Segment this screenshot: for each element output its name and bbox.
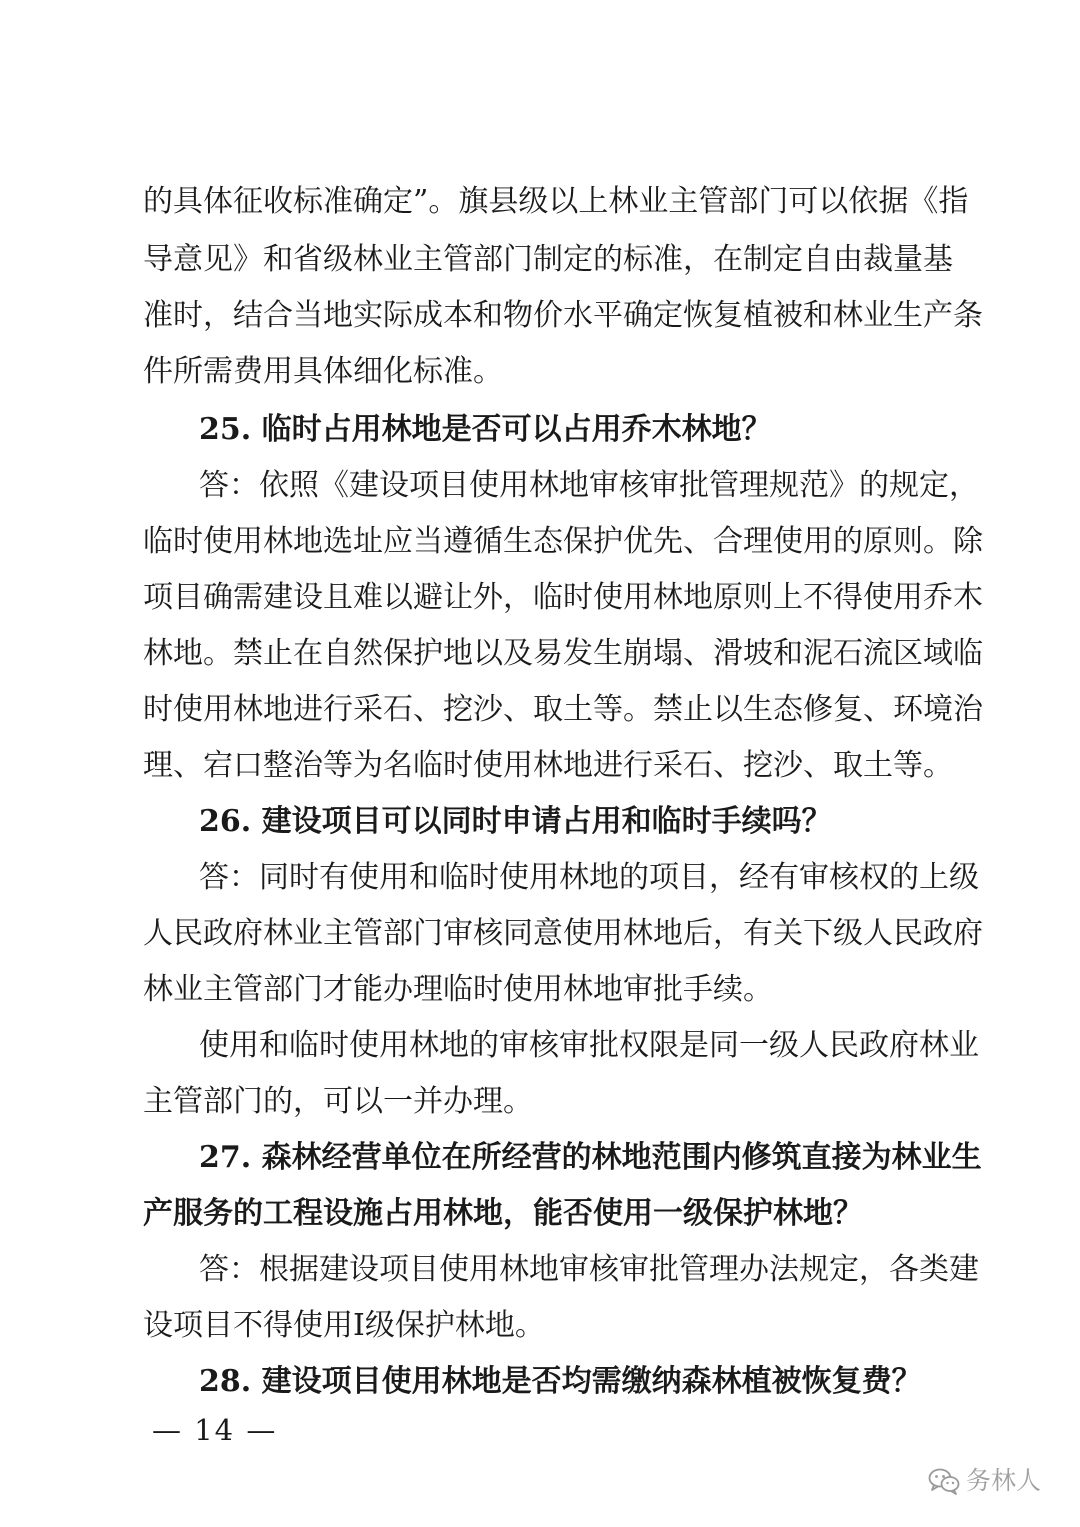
wechat-icon — [928, 1467, 960, 1495]
answer-line: 理、宕口整治等为名临时使用林地进行采石、挖沙、取土等。 — [143, 748, 953, 783]
question-28-heading: 28. 建设项目使用林地是否均需缴纳森林植被恢复费？ — [199, 1364, 922, 1399]
answer-line: 使用和临时使用林地的审核审批权限是同一级人民政府林业 — [199, 1028, 979, 1063]
answer-line: 林地。禁止在自然保护地以及易发生崩塌、滑坡和泥石流区域临 — [143, 636, 983, 671]
question-25-heading: 25. 临时占用林地是否可以占用乔木林地？ — [199, 412, 772, 447]
paragraph-line: 件所需费用具体细化标准。 — [143, 354, 503, 389]
watermark — [928, 1466, 1041, 1496]
question-26-heading: 26. 建设项目可以同时申请占用和临时手续吗？ — [199, 804, 832, 839]
paragraph-line: 的具体征收标准确定”。旗县级以上林业主管部门可以依据《指 — [143, 184, 969, 219]
answer-line: 项目确需建设且难以避让外，临时使用林地原则上不得使用乔木 — [143, 580, 983, 615]
answer-line: 答：依照《建设项目使用林地审核审批管理规范》的规定， — [199, 468, 979, 503]
answer-line: 答：根据建设项目使用林地审核审批管理办法规定，各类建 — [199, 1252, 979, 1287]
answer-line: 人民政府林业主管部门审核同意使用林地后，有关下级人民政府 — [143, 916, 983, 951]
paragraph-line: 准时，结合当地实际成本和物价水平确定恢复植被和林业生产条 — [143, 298, 983, 333]
answer-line: 答：同时有使用和临时使用林地的项目，经有审核权的上级 — [199, 860, 979, 895]
answer-line: 时使用林地进行采石、挖沙、取土等。禁止以生态修复、环境治 — [143, 692, 983, 727]
answer-line: 设项目不得使用Ⅰ级保护林地。 — [143, 1308, 545, 1343]
question-27-heading-cont: 产服务的工程设施占用林地，能否使用一级保护林地？ — [143, 1196, 863, 1231]
watermark-text: 务林人 — [966, 1466, 1042, 1495]
answer-line: 主管部门的，可以一并办理。 — [143, 1084, 533, 1119]
answer-line: 林业主管部门才能办理临时使用林地审批手续。 — [143, 972, 773, 1007]
paragraph-line: 导意见》和省级林业主管部门制定的标准，在制定自由裁量基 — [143, 242, 953, 277]
page-number: — 14 — — [152, 1413, 278, 1447]
question-27-heading: 27. 森林经营单位在所经营的林地范围内修筑直接为林业生 — [199, 1140, 982, 1175]
answer-line: 临时使用林地选址应当遵循生态保护优先、合理使用的原则。除 — [143, 524, 983, 559]
